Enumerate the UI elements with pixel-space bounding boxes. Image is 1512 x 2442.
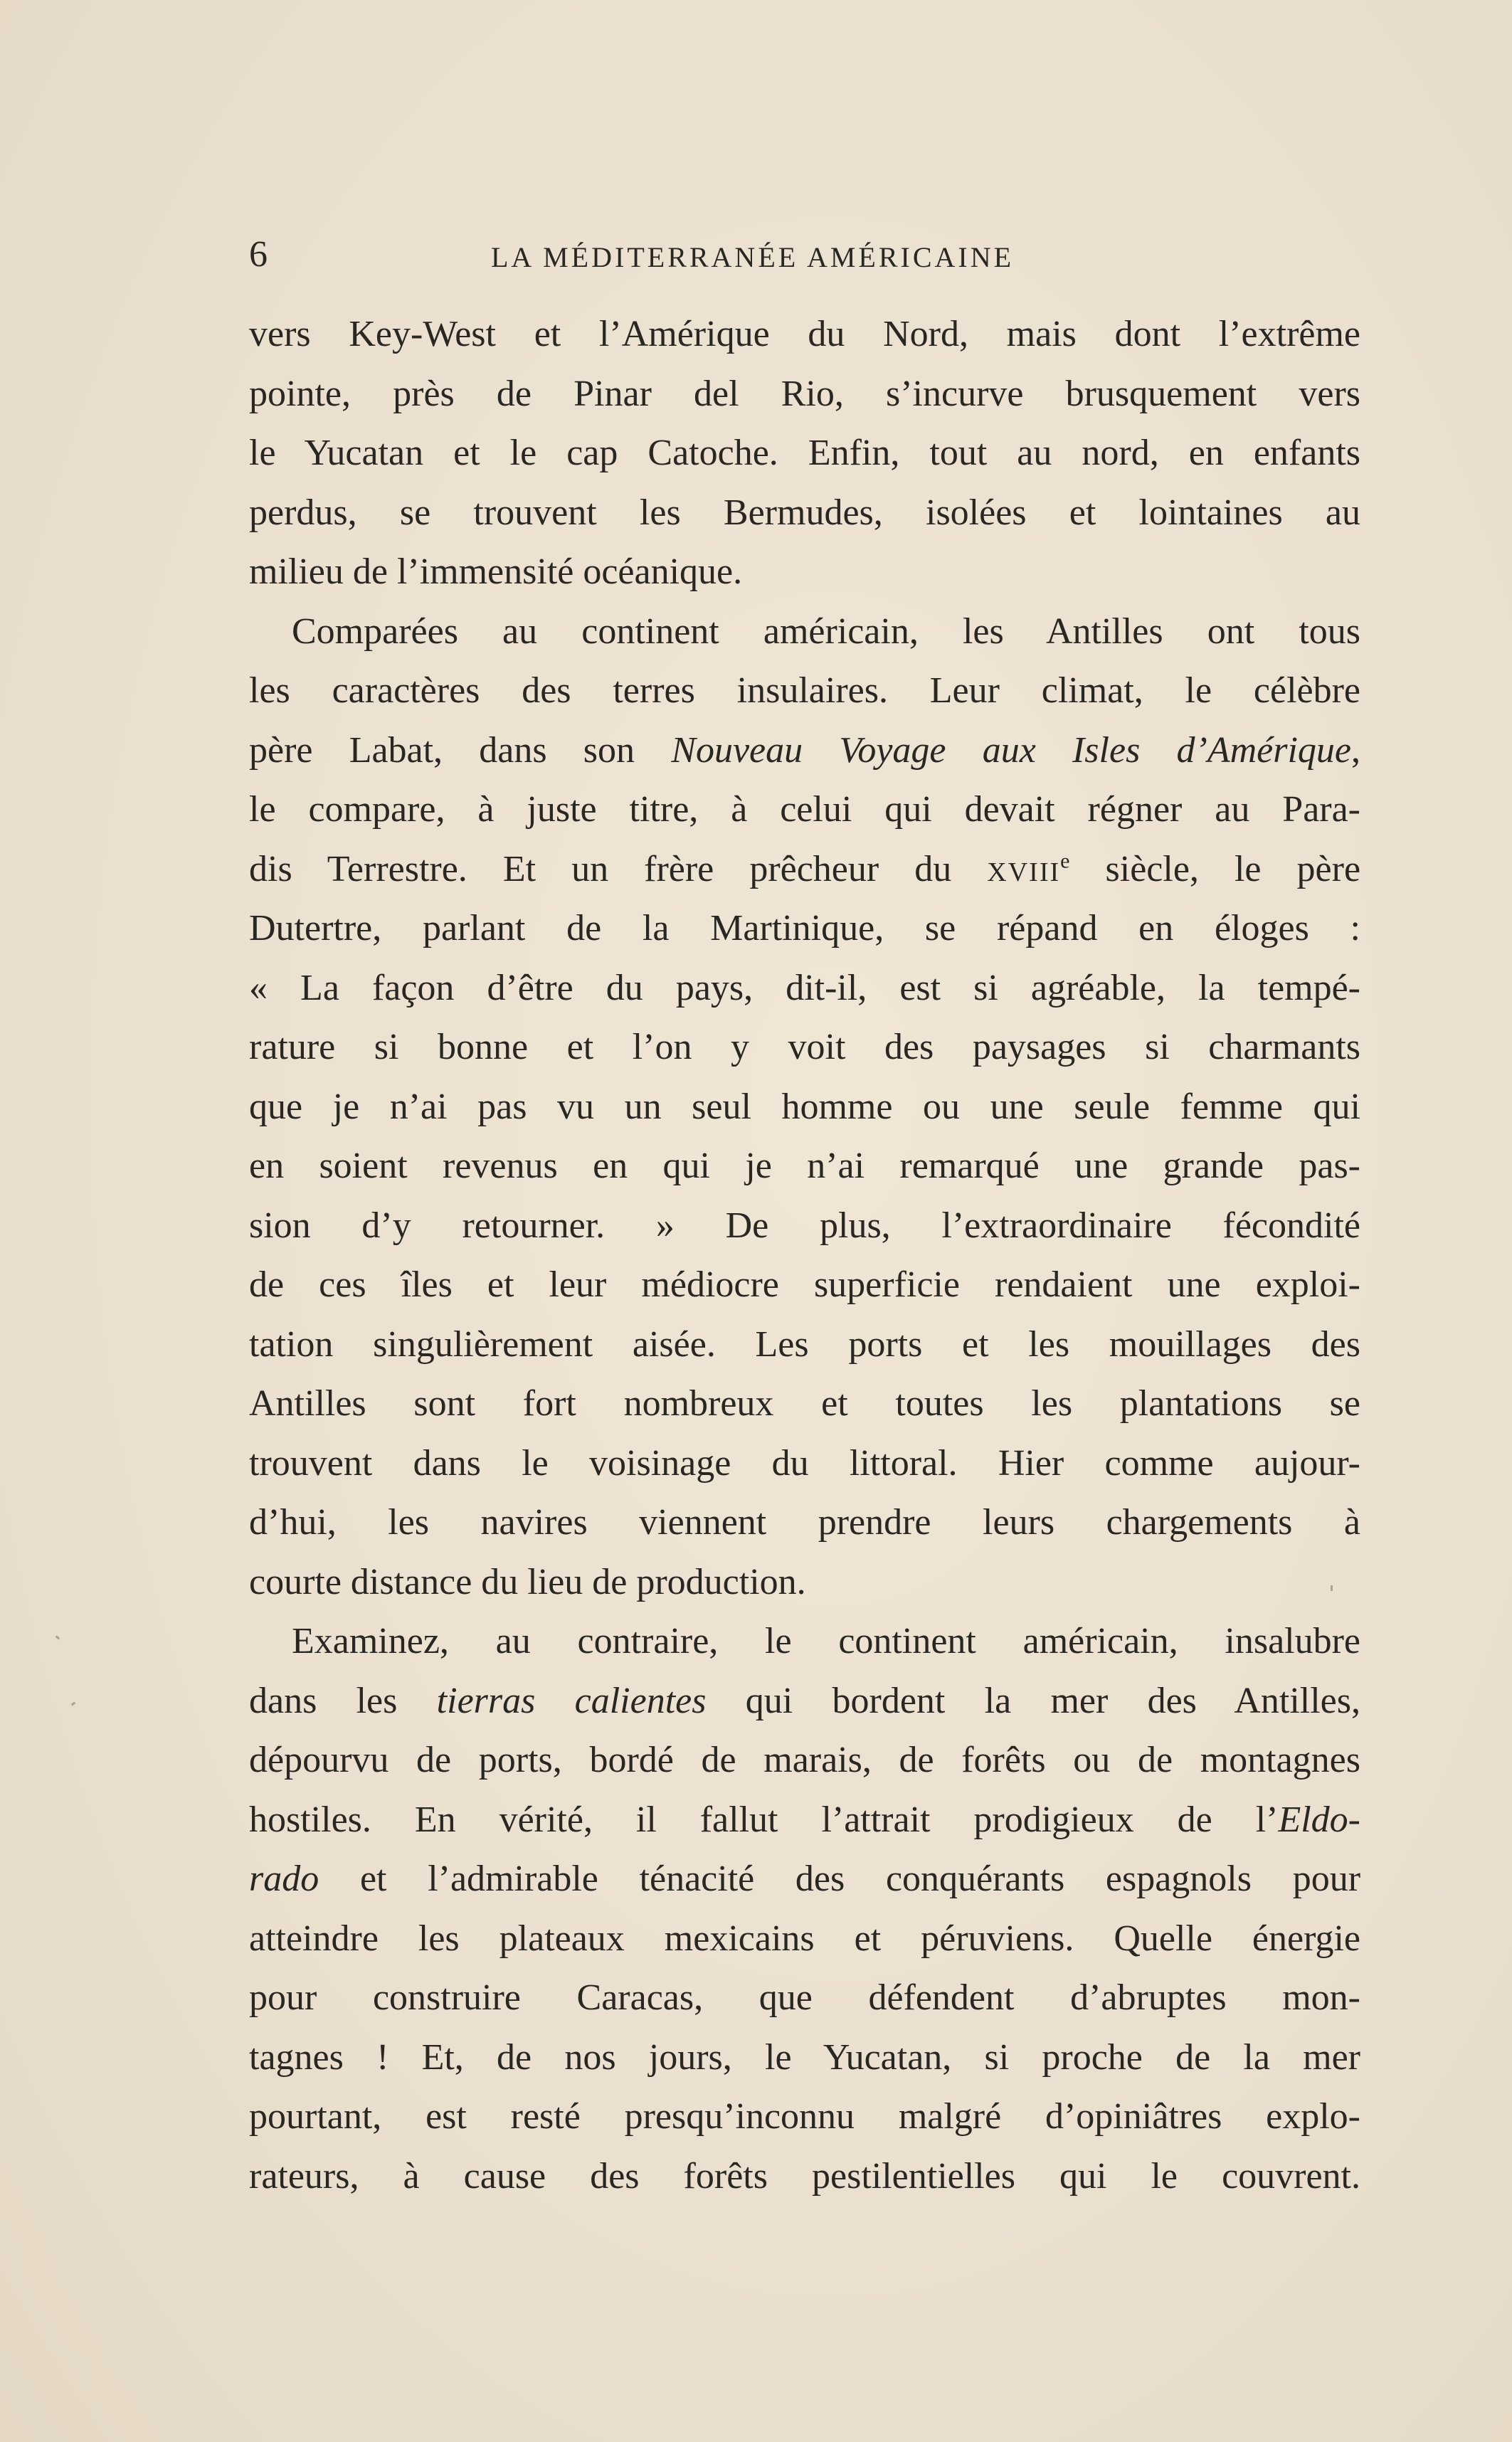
text-segment: ,	[1351, 729, 1360, 771]
eldorado-part-2: rado	[249, 1859, 319, 1899]
running-head: LA MÉDITERRANÉE AMÉRICAINE	[491, 241, 1015, 273]
text-line: le Yucatan et le cap Catoche. Enfin, tout au nord, en enfants	[249, 433, 1360, 473]
text-line: Antilles sont fort nombreux et toutes les plantations se	[249, 1383, 1360, 1424]
text-line: pourtant, est resté presqu’inconnu malgré d’opiniâtres explo-	[249, 2096, 1360, 2137]
text-line: atteindre les plateaux mexicains et péruviens. Quelle énergie	[249, 1918, 1360, 1959]
text-line: en soient revenus en qui je n’ai remarqué une grande pas-	[249, 1146, 1360, 1186]
text-line: perdus, se trouvent les Bermudes, isolées et lointaines au	[249, 492, 1360, 533]
text-segment: dis Terrestre. Et un frère prêcheur du	[249, 848, 952, 889]
text-segment: et l’admirable ténacité des conquérants espagnols pour	[359, 1859, 1361, 1899]
text-line: Dutertre, parlant de la Martinique, se répand en éloges :	[249, 908, 1360, 948]
century-superscript: e	[1060, 849, 1070, 873]
text-line: Comparées au continent américain, les Antilles ont tous	[292, 610, 1360, 652]
text-segment: qui bordent la mer des Antilles,	[745, 1680, 1360, 1721]
text-line: d’hui, les navires viennent prendre leurs chargements à	[249, 1502, 1360, 1543]
text-line: Examinez, au contraire, le continent américain, insalubre	[292, 1621, 1360, 1661]
text-segment: dans les	[249, 1680, 398, 1721]
text-segment: siècle, le père	[1105, 848, 1361, 889]
text-line: tation singulièrement aisée. Les ports et les mouillages des	[249, 1323, 1360, 1365]
text-line: milieu de l’immensité océanique.	[249, 551, 743, 592]
text-line: de ces îles et leur médiocre superficie rendaient une exploi-	[249, 1264, 1360, 1305]
text-line: pour construire Caracas, que défendent d’abruptes mon-	[249, 1977, 1360, 2018]
text-line: rateurs, à cause des forêts pestilentielles qui le couvrent.	[249, 2155, 1360, 2197]
book-title: Nouveau Voyage aux Isles d’Amérique	[671, 729, 1351, 771]
page-header	[249, 226, 1363, 283]
text-segment: père Labat, dans son	[249, 729, 635, 771]
text-segment: hostiles. En vérité, il fallut l’attrait prodigieux de l’	[249, 1799, 1279, 1840]
paper-speck	[71, 1702, 76, 1706]
text-line: sion d’y retourner. » De plus, l’extraordinaire fécondité	[249, 1205, 1360, 1246]
text-line: rature si bonne et l’on y voit des paysages si charmants	[249, 1027, 1360, 1067]
text-line: pointe, près de Pinar del Rio, s’incurve brusquement vers	[249, 373, 1360, 414]
text-line: courte distance du lieu de production.	[249, 1561, 806, 1602]
text-line	[249, 840, 1360, 899]
text-line: vers Key-West et l’Amérique du Nord, mais dont l’extrême	[249, 314, 1360, 354]
eldorado-part-1: Eldo-	[1278, 1799, 1360, 1840]
page-number: 6	[249, 234, 268, 275]
text-line: les caractères des terres insulaires. Leur climat, le célèbre	[249, 670, 1360, 711]
century-numeral: XVIII	[987, 857, 1061, 887]
paper-speck	[1331, 1585, 1333, 1591]
text-line	[249, 1671, 1360, 1731]
text-line: trouvent dans le voisinage du littoral. Hier comme aujour-	[249, 1442, 1360, 1484]
tierras-calientes: tierras calientes	[436, 1680, 707, 1721]
text-line	[249, 1790, 1360, 1850]
text-line: tagnes ! Et, de nos jours, le Yucatan, si proche de la mer	[249, 2036, 1360, 2078]
text-line: le compare, à juste titre, à celui qui devait régner au Para-	[249, 789, 1360, 830]
text-line: dépourvu de ports, bordé de marais, de forêts ou de montagnes	[249, 1740, 1360, 1780]
body-text	[249, 305, 1360, 2206]
text-line	[249, 1849, 1360, 1909]
text-line: que je n’ai pas vu un seul homme ou une seule femme qui	[249, 1086, 1360, 1127]
text-line: « La façon d’être du pays, dit-il, est si agréable, la tempé-	[249, 967, 1360, 1008]
paper-speck	[55, 1635, 60, 1639]
text-line	[249, 721, 1360, 781]
